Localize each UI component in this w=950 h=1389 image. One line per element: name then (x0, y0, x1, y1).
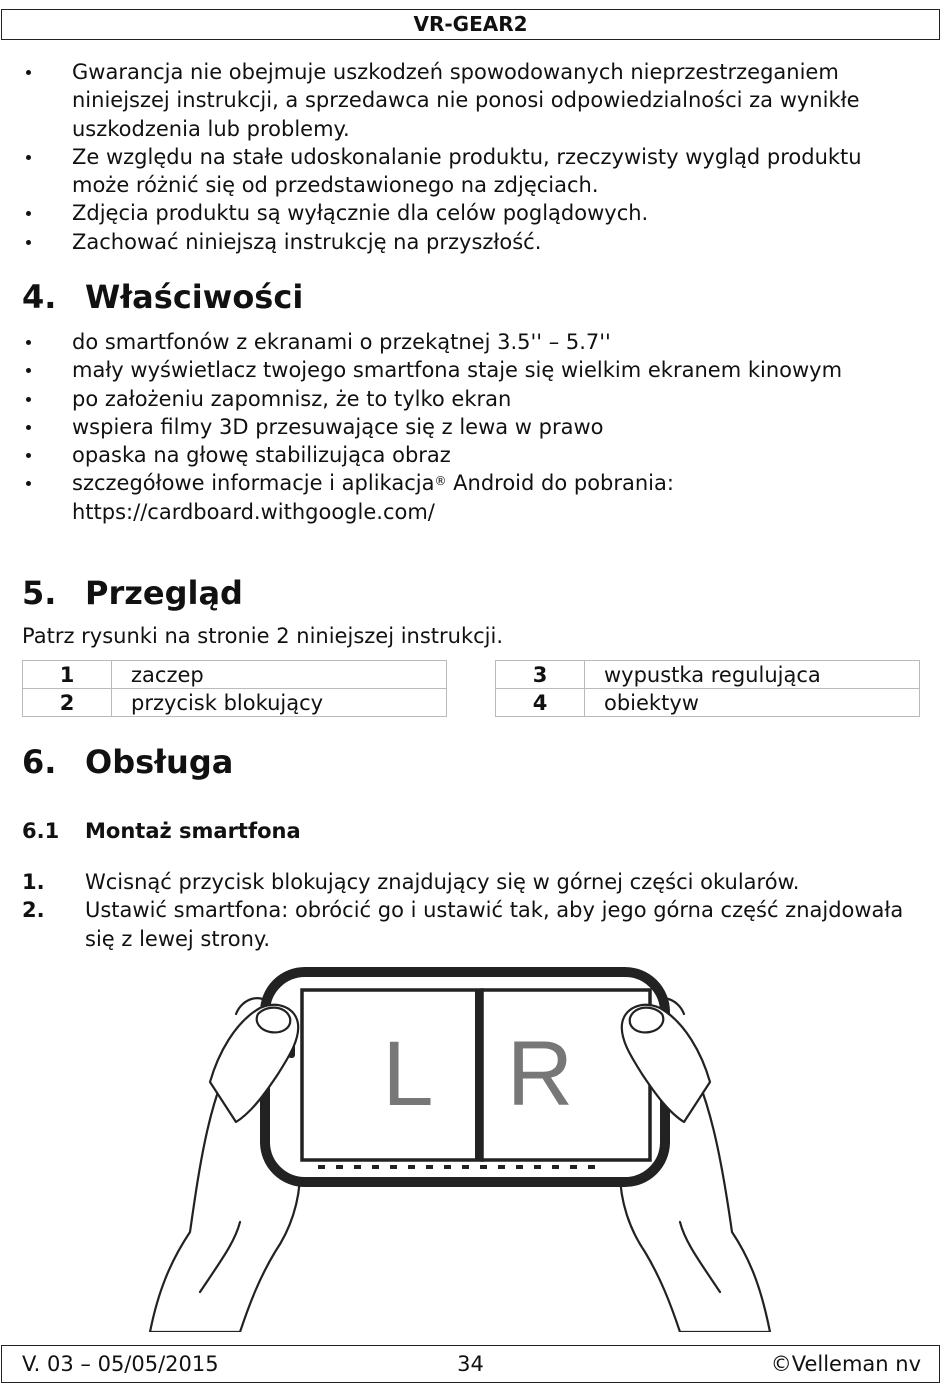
version-date: V. 03 – 05/05/2015 (22, 1352, 219, 1376)
section-4-heading (22, 278, 303, 316)
part-number: 4 (496, 689, 585, 717)
section-number: 5. (22, 574, 57, 612)
step-number: 1. (22, 870, 45, 894)
right-eye-label: R (506, 1023, 574, 1125)
table-row (496, 661, 920, 689)
intro-bullet-list (22, 58, 922, 256)
section-title: Obsługa (85, 743, 234, 781)
document-title: VR-GEAR2 (413, 12, 528, 36)
page-footer (1, 1345, 940, 1383)
step-number: 2. (22, 898, 45, 923)
page-number: 34 (457, 1352, 484, 1376)
section-number: 4. (22, 278, 57, 316)
parts-table-left (22, 660, 447, 717)
list-item: Ze względu na stałe udoskonalanie produktu, rzeczywisty wygląd produktu może różnić się od przedstawionego na zdjęciach. (22, 143, 922, 200)
part-label: zaczep (112, 661, 447, 689)
list-item (22, 469, 922, 526)
table-row (23, 689, 447, 717)
list-item (22, 868, 922, 896)
overview-text: Patrz rysunki na stronie 2 niniejszej instrukcji. (22, 624, 504, 648)
feature-text: szczegółowe informacje i aplikacja (72, 471, 435, 496)
part-label: obiektyw (585, 689, 920, 717)
list-item (22, 896, 922, 953)
step-text: Wcisnąć przycisk blokujący znajdujący się w górnej części okularów. (85, 870, 800, 894)
smartphone-icon (265, 972, 665, 1182)
list-item: Gwarancja nie obejmuje uszkodzeń spowodowanych nieprzestrzeganiem niniejszej instrukcji, a sprzedawca nie ponosi odpowiedzialności za wynikłe uszkodzenia lub problemy. (22, 58, 922, 143)
hands-holding-phone-illustration (140, 962, 780, 1332)
section-number: 6. (22, 743, 57, 781)
step-text: Ustawić smartfona: obrócić go i ustawić tak, aby jego górna część znajdowała się z lewej strony. (85, 898, 904, 951)
part-number: 1 (23, 661, 112, 689)
section-5-heading (22, 574, 243, 612)
subsection-number: 6.1 (22, 819, 60, 843)
steps-list (22, 868, 922, 953)
list-item: Zachować niniejszą instrukcję na przyszłość. (22, 228, 922, 256)
part-number: 3 (496, 661, 585, 689)
features-bullet-list (22, 328, 922, 526)
table-row (23, 661, 447, 689)
list-item: do smartfonów z ekranami o przekątnej 3.5'' – 5.7'' (22, 328, 922, 356)
page-header (1, 9, 940, 40)
list-item: po założeniu zapomnisz, że to tylko ekran (22, 385, 922, 413)
subsection-heading (22, 817, 301, 845)
copyright: ©Velleman nv (770, 1352, 921, 1376)
list-item: mały wyświetlacz twojego smartfona staje się wielkim ekranem kinowym (22, 356, 922, 384)
registered-mark: ® (434, 474, 447, 489)
table-row (496, 689, 920, 717)
section-6-heading (22, 743, 233, 781)
list-item: opaska na głowę stabilizująca obraz (22, 441, 922, 469)
left-eye-label: L (382, 1023, 434, 1125)
part-label: przycisk blokujący (112, 689, 447, 717)
subsection-title: Montaż smartfona (85, 819, 301, 843)
list-item: Zdjęcia produktu są wyłącznie dla celów poglądowych. (22, 199, 922, 227)
part-number: 2 (23, 689, 112, 717)
section-title: Właściwości (85, 278, 304, 316)
list-item: wspiera filmy 3D przesuwające się z lewa w prawo (22, 413, 922, 441)
part-label: wypustka regulująca (585, 661, 920, 689)
feature-text-link: Android do pobrania: https://cardboard.withgoogle.com/ (72, 471, 674, 524)
parts-table-right (495, 660, 920, 717)
section-title: Przegląd (85, 574, 243, 612)
